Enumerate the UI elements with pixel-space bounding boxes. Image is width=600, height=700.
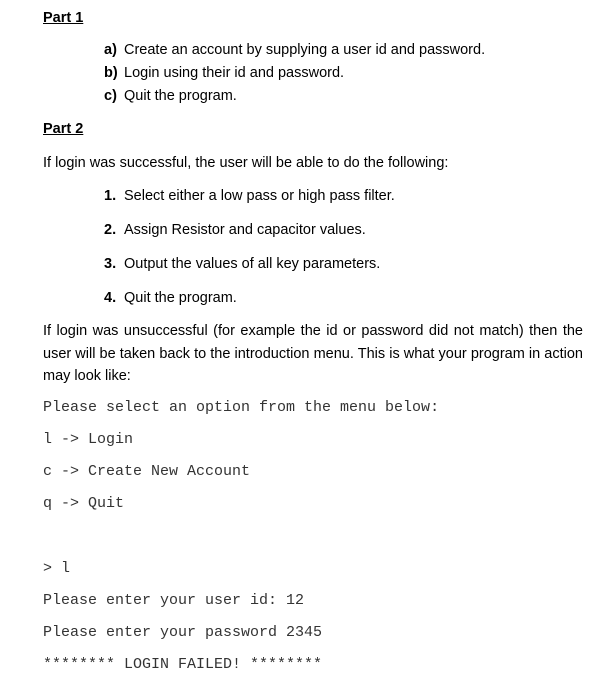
- list-item-c: [104, 87, 237, 105]
- numbered-item-4: [104, 289, 237, 307]
- console-userid-prompt: Please enter your user id: 12: [43, 592, 305, 609]
- numbered-item-1: [104, 187, 395, 205]
- list-item-text: Login using their id and password.: [124, 65, 345, 81]
- list-item-b: [104, 64, 344, 82]
- part2-intro: If login was successful, the user will be able to do the following:: [43, 155, 449, 171]
- console-user-input: > l: [43, 560, 71, 577]
- console-option-login: l -> Login: [43, 431, 134, 448]
- list-item-text: Output the values of all key parameters.: [124, 256, 381, 272]
- numbered-item-2: [104, 221, 366, 239]
- console-option-quit: q -> Quit: [43, 495, 125, 512]
- list-item-text: Assign Resistor and capacitor values.: [124, 222, 366, 238]
- list-marker: 2.: [104, 222, 117, 238]
- list-marker: 1.: [104, 188, 117, 204]
- list-marker: b): [104, 65, 118, 81]
- list-item-text: Quit the program.: [124, 290, 237, 306]
- list-marker: 4.: [104, 290, 117, 306]
- list-marker: 3.: [104, 256, 117, 272]
- console-password-prompt: Please enter your password 2345: [43, 624, 323, 641]
- unsuccessful-login-paragraph: If login was unsuccessful (for example the id or password did not match) then the user will be taken back to the introduction menu. This is what your program in action may look like:: [43, 323, 583, 384]
- list-item-text: Select either a low pass or high pass filter.: [124, 188, 395, 204]
- part1-heading: Part 1: [43, 10, 84, 26]
- part2-heading: Part 2: [43, 121, 84, 137]
- list-marker: a): [104, 42, 117, 58]
- list-item-text: Create an account by supplying a user id and password.: [124, 42, 486, 58]
- console-menu-prompt: Please select an option from the menu below:: [43, 399, 440, 416]
- numbered-item-3: [104, 255, 380, 273]
- console-option-create: c -> Create New Account: [43, 463, 251, 480]
- list-item-a: [104, 41, 485, 59]
- list-item-text: Quit the program.: [124, 88, 237, 104]
- console-login-failed: ******** LOGIN FAILED! ********: [43, 656, 323, 673]
- list-marker: c): [104, 88, 117, 104]
